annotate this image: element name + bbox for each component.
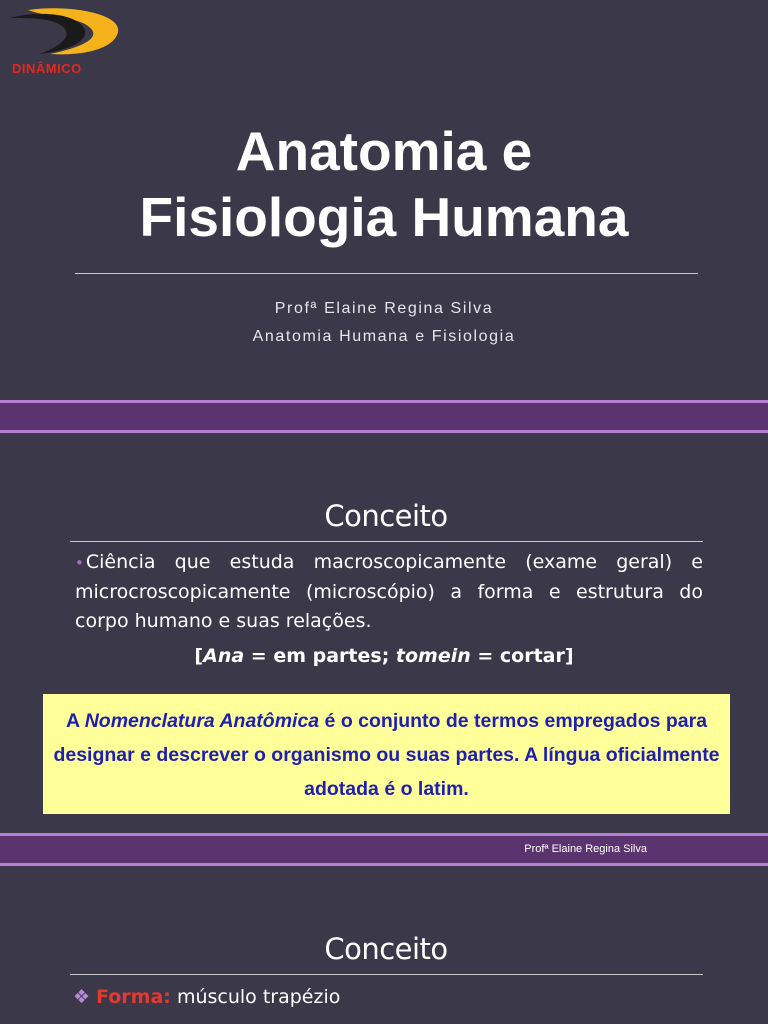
slide-title (0, 118, 768, 250)
etymology-line (0, 645, 768, 667)
item-term: Forma: (96, 986, 171, 1008)
title-divider (75, 273, 698, 274)
slide-separator-band (0, 833, 768, 866)
title-line-1: Anatomia e (235, 120, 533, 182)
slide-heading: Conceito (324, 932, 448, 966)
callout-text: é o conjunto de termos empregados para designar e descrever o organismo ou suas partes. A língua oficialmente adotada é o latim. (53, 710, 720, 800)
slide-footer: Profª Elaine Regina Silva (524, 843, 647, 855)
concept-slide-2 (0, 866, 768, 1024)
etym-def-1: = em partes; (244, 645, 396, 667)
subtitle-course: Anatomia Humana e Fisiologia (252, 328, 516, 345)
etym-term-tomein: tomein (395, 645, 471, 667)
item-text: músculo trapézio (170, 986, 341, 1008)
title-line-2: Fisiologia Humana (139, 186, 629, 248)
logo-wordmark: DINÂMICO (12, 61, 82, 76)
list-item (73, 986, 340, 1008)
nomenclature-callout (43, 694, 730, 814)
etym-def-2: = cortar] (470, 645, 574, 667)
bullet-item (75, 548, 703, 636)
swoosh-logo-icon (10, 6, 122, 62)
bullet-text: Ciência que estuda macroscopicamente (exame geral) e microcroscopicamente (microscópio) a forma e estrutura do corpo humano e suas relações. (75, 551, 703, 632)
callout-prefix: A (65, 710, 85, 732)
heading-divider (70, 974, 703, 975)
slide-separator-band (0, 400, 768, 433)
etym-open: [ (194, 645, 204, 667)
callout-term: Nomenclatura Anatômica (84, 710, 320, 732)
four-diamond-icon: ❖ (73, 986, 91, 1008)
title-slide (0, 0, 768, 400)
heading-divider (70, 541, 703, 542)
dinamico-logo (10, 6, 122, 78)
subtitle-author: Profª Elaine Regina Silva (274, 300, 494, 317)
etym-term-ana: Ana (203, 645, 245, 667)
slide-heading: Conceito (324, 499, 448, 533)
concept-slide (0, 433, 768, 833)
bullet-dot-icon: • (75, 554, 84, 572)
